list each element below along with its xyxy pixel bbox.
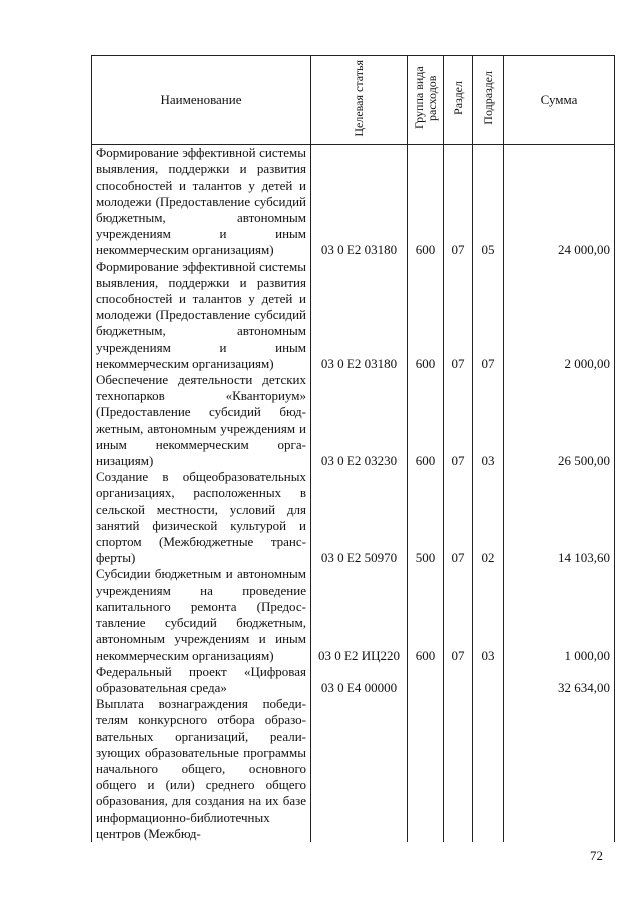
row-amount: 14 103,60 (504, 469, 615, 566)
table-row (92, 664, 615, 696)
table-row (92, 696, 615, 842)
row-group: 600 (408, 372, 444, 469)
table-header-row (92, 56, 615, 145)
row-name: Обеспечение деятельности детских технопарков «Кванториум» (Предоставление субсидий бюджетным, автономным учреждениям и иным некоммерческим организациям) (92, 372, 311, 469)
row-section (444, 664, 473, 696)
row-name: Федеральный проект «Цифровая образовательная среда» (92, 664, 311, 696)
row-amount: 1 000,00 (504, 566, 615, 663)
row-article: 03 0 Е2 03180 (311, 259, 408, 372)
row-amount: 32 634,00 (504, 664, 615, 696)
row-name: Формирование эффективной системы выявления, поддержки и развития способностей и талантов у детей и молодежи (Предоставление субсидий бюджетным, автономным учреждениям и иным некоммерческим организациям) (92, 259, 311, 372)
row-article (311, 696, 408, 842)
table-row (92, 372, 615, 469)
row-group: 500 (408, 469, 444, 566)
row-article: 03 0 Е2 ИЦ220 (311, 566, 408, 663)
row-article: 03 0 Е2 03230 (311, 372, 408, 469)
row-amount: 24 000,00 (504, 145, 615, 259)
table-row (92, 145, 615, 259)
budget-table (91, 55, 615, 842)
row-subsection (473, 696, 504, 842)
page-number: 72 (590, 848, 603, 863)
row-section: 07 (444, 469, 473, 566)
row-amount: 2 000,00 (504, 259, 615, 372)
header-name: Наименование (92, 56, 311, 145)
row-section: 07 (444, 566, 473, 663)
row-name: Формирование эффективной системы выявления, поддержки и развития способностей и талантов у детей и молодежи (Предоставление субсидий бюджетным, автономным учреждениям и иным некоммерческим организациям) (92, 145, 311, 259)
row-subsection: 05 (473, 145, 504, 259)
row-article: 03 0 Е2 50970 (311, 469, 408, 566)
row-section (444, 696, 473, 842)
row-section: 07 (444, 145, 473, 259)
row-amount (504, 696, 615, 842)
row-subsection: 03 (473, 566, 504, 663)
row-subsection: 03 (473, 372, 504, 469)
row-group: 600 (408, 566, 444, 663)
row-name: Выплата вознаграждения победителям конкурсного отбора образовательных организаций, реализующих образовательные программы начального общего, основного общего и (или) среднего общего образования, для создания на их базе информационно-библиотечных центров (Межбюд- (92, 696, 311, 842)
header-section: Раздел (444, 56, 473, 145)
row-subsection: 02 (473, 469, 504, 566)
row-group (408, 696, 444, 842)
row-group: 600 (408, 259, 444, 372)
header-expense-group: Группа вида расходов (408, 56, 444, 145)
row-group: 600 (408, 145, 444, 259)
row-name: Субсидии бюджетным и автономным учреждениям на проведение капитального ремонта (Предоставление субсидий бюджетным, автономным учреждениям и иным некоммерческим организациям) (92, 566, 311, 663)
row-group (408, 664, 444, 696)
row-subsection: 07 (473, 259, 504, 372)
row-subsection (473, 664, 504, 696)
row-section: 07 (444, 372, 473, 469)
header-target-article: Целевая статья (311, 56, 408, 145)
table-row (92, 566, 615, 663)
row-name: Создание в общеобразовательных организациях, расположенных в сельской местности, условий для занятий физической культурой и спортом (Межбюджетные трансферты) (92, 469, 311, 566)
header-amount: Сумма (504, 56, 615, 145)
row-amount: 26 500,00 (504, 372, 615, 469)
row-article: 03 0 Е4 00000 (311, 664, 408, 696)
row-article: 03 0 Е2 03180 (311, 145, 408, 259)
header-subsection: Подраздел (473, 56, 504, 145)
row-section: 07 (444, 259, 473, 372)
table-row (92, 259, 615, 372)
table-row (92, 469, 615, 566)
